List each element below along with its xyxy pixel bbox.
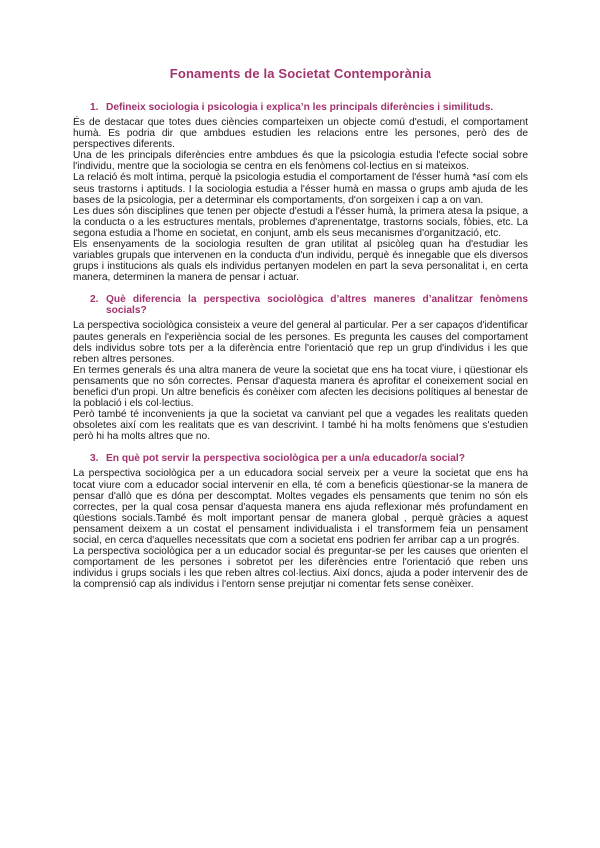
question-text: En què pot servir la perspectiva sociològica per a un/a educador/a social? xyxy=(106,453,465,465)
paragraph: En termes generals és una altra manera de veure la societat que ens ha tocat viure, i qüestionar els pensaments que no són correctes. Pensar d'aquesta manera és aprofitar el coneixement social en benefici d'un propi. Un altre beneficis és conèixer com afecten les decisions polítiques al benestar de la població i els col·lectius. xyxy=(73,364,528,410)
document-title: Fonaments de la Societat Contemporània xyxy=(169,66,432,81)
question-heading xyxy=(73,453,528,464)
paragraph: Les dues són disciplines que tenen per objecte d'estudi a l'ésser humà, la primera atesa la psique, a la conducta o a les estructures mentals, problemes d'aprenentatge, trastorns socials, fòbies, etc. La segona estudia a l'home en societat, en conjunt, amb els seus mecanismes d'organització, etc. xyxy=(73,205,528,239)
paragraph: La relació és molt íntima, perquè la psicologia estudia el comportament de l'ésser humà *así com els seus trastorns i aptituds. I la sociologia estudia a l'ésser humà en massa o grups amb ajuda de les bases de la psicologia, per a determinar els comportaments, d'on sorgeixen i cap a on van. xyxy=(73,172,528,206)
question-heading xyxy=(73,294,528,316)
paragraph: Però també té inconvenients ja que la societat va canviant pel que a vegades les realitats queden obsoletes així com les realitats que es van descrivint. I també hi ha molts fenòmens que s'estudien però hi ha molts altres que no. xyxy=(73,409,528,443)
question-number: 1. xyxy=(90,102,99,113)
paragraph: La perspectiva sociològica consisteix a veure del general al particular. Per a ser capaços d'identificar pautes generals en l'experiència social de les persones. Es pregunta les causes del comportament dels individus sobre tots per a la diferència entre l'orientació que rep un grup d'individus i les que reben altres persones. xyxy=(73,320,528,365)
question-heading xyxy=(73,102,528,113)
paragraph: La perspectiva sociològica per a un educadora social serveix per a veure la societat que ens ha tocat viure com a educador social intervenir en ella, té com a beneficis qüestionar-se la manera de pensar d'allò que es dóna per descomptat. Moltes vegades els pensaments que tenim no són els correctes, per la qual cosa pensar d'aquesta manera ens ajuda reflexionar més profundament en qüestions socials.També és molt important pensar de manera global , perquè gràcies a aquest pensament deixem a un costat el pensament individualista i el transformem feia un pensament social, en cerca d'aquelles necessitats que com a societat ens podrien fer arribar cap a un progrés. xyxy=(73,468,528,546)
section-1 xyxy=(73,102,528,283)
section-2 xyxy=(73,294,528,442)
paragraph: La perspectiva sociològica per a un educador social és preguntar-se per les causes que orienten el comportament de les persones i sobretot per les diferències entre l'orientació que reben uns individus i grups socials i les que reben altres col·lectius. Així doncs, ajuda a poder intervenir des de la comprensió cap als individus i l'entorn sense prejutjar ni comentar fets sense conèixer. xyxy=(73,546,528,591)
paragraph: Els ensenyaments de la sociologia resulten de gran utilitat al psicòleg quan ha d'estudiar les variables grupals que intervenen en la conducta d'un individu, perquè és innegable que els diversos grups i institucions als quals els individus pertanyen modelen en part la seva personalitat i, en certa manera, determinen la manera de pensar i actuar. xyxy=(73,239,528,284)
section-3 xyxy=(73,453,528,590)
question-text: Defineix sociologia i psicologia i explica’n les principals diferències i similituds. xyxy=(106,102,494,113)
question-text: Què diferencia la perspectiva sociològica d’altres maneres d’analitzar fenòmens socials? xyxy=(106,294,528,317)
paragraph: És de destacar que totes dues ciències comparteixen un objecte comú d'estudi, el comportament humà. Es podria dir que ambdues estudien les relacions entre les persones, però des de perspectives diferents. xyxy=(73,117,528,151)
question-number: 2. xyxy=(90,294,99,306)
paragraph: Una de les principals diferències entre ambdues és que la psicologia estudia l'efecte social sobre l'individu, mentre que la sociologia se centra en els fenòmens col·lectius en si mateixos. xyxy=(73,150,528,173)
question-number: 3. xyxy=(90,453,99,465)
